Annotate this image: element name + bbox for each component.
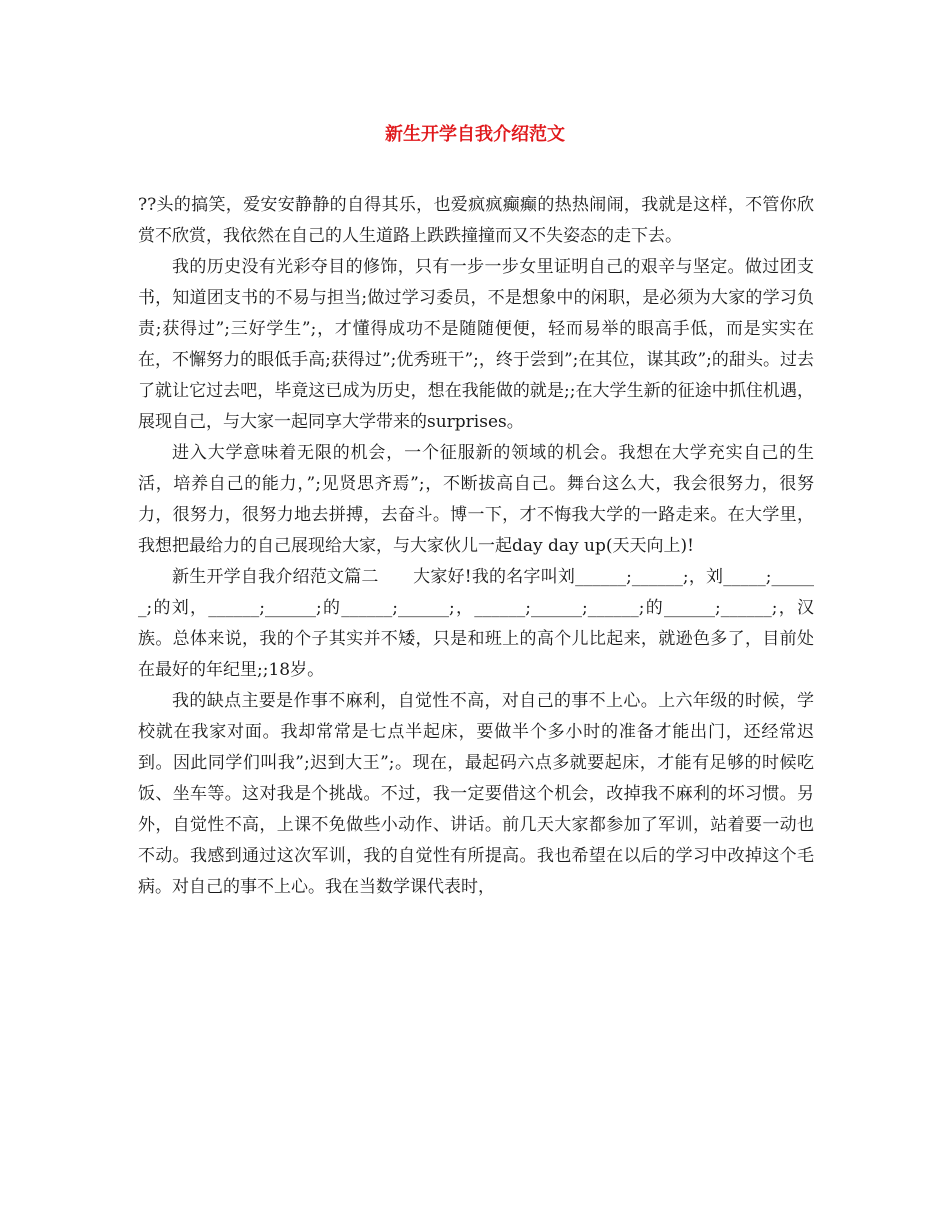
document-title: 新生开学自我介绍范文 — [385, 124, 565, 145]
paragraph-1: ??头的搞笑，爱安安静静的自得其乐，也爱疯疯癫癫的热热闹闹，我就是这样，不管你欣赏不欣赏，我依然在自己的人生道路上跌跌撞撞而又不失姿态的走下去。 — [138, 195, 814, 246]
document-body — [138, 190, 814, 903]
paragraph-4: 新生开学自我介绍范文篇二 大家好!我的名字叫刘______;______;，刘_____;______;的刘，______;______;的______;______;，______;______;______;的______;______;，汉族。总体来说，我的个子其实并不矮，只是和班上的高个儿比起来，就逊色多了，目前处在最好的年纪里;;18岁。 — [138, 567, 814, 680]
paragraph-3: 进入大学意味着无限的机会，一个征服新的领域的机会。我想在大学充实自己的生活，培养自己的能力，”;见贤思齐焉”;，不断拔高自己。舞台这么大，我会很努力，很努力，很努力，很努力地去拼搏，去奋斗。博一下，才不悔我大学的一路走来。在大学里，我想把最给力的自己展现给大家，与大家伙儿一起day day up(天天向上)! — [138, 443, 814, 556]
paragraph-5: 我的缺点主要是作事不麻利，自觉性不高，对自己的事不上心。上六年级的时候，学校就在我家对面。我却常常是七点半起床，要做半个多小时的准备才能出门，还经常迟到。因此同学们叫我”;迟到大王”;。现在，最起码六点多就要起床，才能有足够的时候吃饭、坐车等。这对我是个挑战。不过，我一定要借这个机会，改掉我不麻利的坏习惯。另外，自觉性不高，上课不免做些小动作、讲话。前几天大家都参加了军训，站着要一动也不动。我感到通过这次军训，我的自觉性有所提高。我也希望在以后的学习中改掉这个毛病。对自己的事不上心。我在当数学课代表时， — [138, 691, 814, 897]
paragraph-2: 我的历史没有光彩夺目的修饰，只有一步一步女里证明自己的艰辛与坚定。做过团支书，知道团支书的不易与担当;做过学习委员，不是想象中的闲职，是必须为大家的学习负责;获得过”;三好学生”;，才懂得成功不是随随便便，轻而易举的眼高手低，而是实实在在，不懈努力的眼低手高;获得过”;优秀班干”;，终于尝到”;在其位，谋其政”;的甜头。过去了就让它过去吧，毕竟这已成为历史，想在我能做的就是;;在大学生新的征途中抓住机遇，展现自己，与大家一起同享大学带来的surprises。 — [138, 257, 814, 432]
